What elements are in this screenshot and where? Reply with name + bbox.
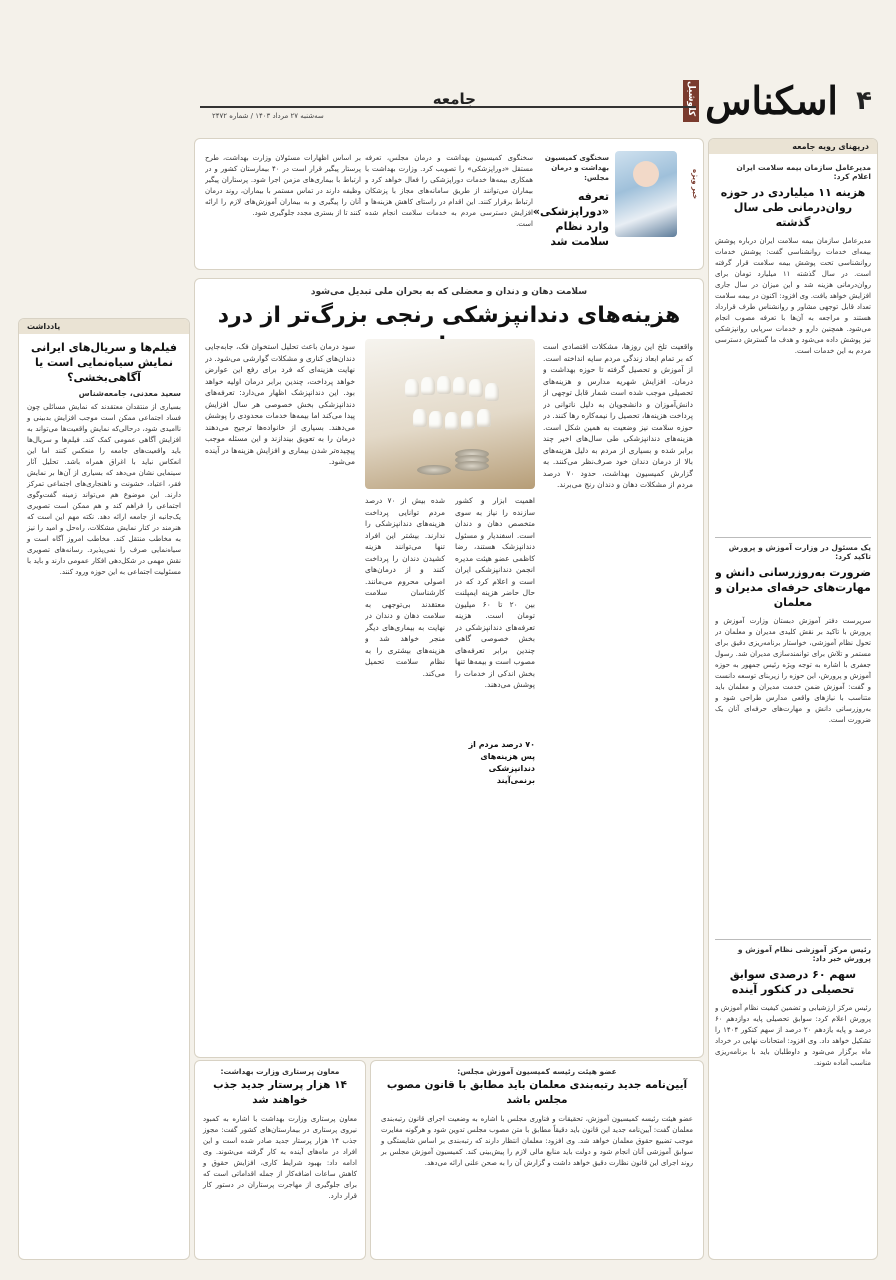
top-feature (194, 138, 704, 270)
divider (715, 537, 871, 538)
bottom-title[interactable]: ۱۴ هزار پرستار جدید جذب خواهند شد (213, 1079, 347, 1106)
brief-konkur (715, 945, 871, 1255)
divider (715, 939, 871, 940)
left-column (18, 318, 190, 1260)
nurse-photo (615, 151, 677, 237)
bottom-body: عضو هیئت رئیسه کمیسیون آموزش، تحقیقات و فناوری مجلس با اشاره به وضعیت اجرای قانون رتبه‌بندی معلمان گفت: آیین‌نامه جدید این قانون باید دقیقاً مطابق با متن مصوب مجلس تدوین شود و هرگونه مغایرت موجب تضییع حقوق معلمان خواهد شد. وی افزود: معلمان انتظار دارند که رتبه‌بندی بر اساس شایستگی و سوابق آموزشی آنان انجام شود و دولت باید منابع مالی لازم را پیش‌بینی کند. کمیسیون آموزش مجلس بر روند اجرای این قانون نظارت دقیق خواهد داشت و گزارش آن را به صحن علنی ارائه می‌دهد. (381, 1115, 693, 1167)
masthead (0, 0, 896, 123)
bottom-story-nurses (194, 1060, 366, 1260)
dateline: سه‌شنبه ۲۷ مرداد ۱۴۰۳ / شماره ۲۴۷۲ (212, 112, 324, 120)
main-col-3: شده بیش از ۷۰ درصد مردم توانایی پرداخت هزینه‌های دندانپزشکی را ندارند. بیشتر این افراد تنها می‌توانند هزینه کشیدن دندان را پرداخت کنند و از درمان‌های اصولی محروم می‌مانند. کارشناسان سلامت معتقدند بی‌توجهی به سلامت دهان و دندان در نهایت به بیماری‌های دیگر منجر خواهد شد و هزینه‌های بیشتری را به نظام سلامت تحمیل می‌کند. (365, 496, 445, 678)
top-feature-body-right: سخنگوی کمیسیون بهداشت و درمان مجلس، تعرفه مستقل «دوراپزشکی» را تصویب کرد. وزارت بهداشت با همکاری بیمه‌ها خدمات دوراپزشکی را فعال خواهد کرد و بیماران می‌توانند از طریق سامانه‌های مجاز با پزشکان ارتباط برقرار کنند. این اقدام در راستای کاهش هزینه‌ها و افزایش دسترسی مردم به خدمات سلامت انجام شده است. (365, 154, 533, 228)
right-column-kicker: درپهنای رویه جامعه (709, 139, 877, 154)
main-kicker: سلامت دهان و دندان و معضلی که به بحران ملی تبدیل می‌شود (310, 287, 588, 297)
top-feature-heading (532, 153, 609, 249)
page-body (18, 70, 878, 1260)
left-column-kicker: یادداشت (19, 319, 189, 334)
bottom-lead: معاون پرستاری وزارت بهداشت: (220, 1067, 340, 1076)
bottom-story-teachers (370, 1060, 704, 1260)
right-column (708, 138, 878, 1260)
main-col-4: سود درمان باعث تحلیل استخوان فک، جابه‌جایی دندان‌های کناری و مشکلات گوارشی می‌شود. در نهایت هزینه‌ای که فرد برای رفع این عوارض خواهد پرداخت، چندین برابر درمان اولیه خواهد بود. این دندانپزشک اظهار می‌دارد: تعرفه‌های دندانپزشکی بخش خصوصی هر سال افزایش پیدا می‌کند اما بیمه‌ها خدمات محدودی را پوشش می‌دهند. بسیاری از خانواده‌ها ترجیح می‌دهند درمان را به تعویق بیندازند و این مسئله موجب پیچیده‌تر شدن بیماری و افزایش هزینه‌ها در آینده می‌شود. (205, 342, 355, 466)
section-title: جامعه (432, 90, 476, 108)
brief-title[interactable]: هزینه ۱۱ میلیاردی در حوزه روان‌درمانی طی سال گذشته (720, 186, 866, 229)
brief-body: رئیس مرکز ارزشیابی و تضمین کیفیت نظام آموزش و پرورش اعلام کرد: سوابق تحصیلی پایه دوازدهم ۶۰ درصد و پایه یازدهم ۲۰ درصد از سهم کنکور ۱۴۰۴ را تشکیل خواهد داد. وی افزود: امتحانات نهایی در خرداد ماه برگزار می‌شود و داوطلبان باید با برنامه‌ریزی مناسب آماده شوند. (715, 1004, 871, 1067)
page-number: ۴ (856, 86, 872, 116)
top-feature-body-left: بر اساس اظهارات مسئولان وزارت بهداشت، طرح پرستار پیگیر قرار است در ۴۰ بیمارستان کشور و در ارتباط با بیماری‌های مزمن اجرا شود. پرستاران پیگیر وظیفه دارند در تماس مستمر با بیماران، روند درمان آنان را پیگیری و به بیماران آموزش‌های لازم را ارائه کنند تا از بستری مجدد جلوگیری شود. (205, 154, 361, 217)
bottom-lead: عضو هیئت رئیسه کمیسیون آموزش مجلس: (457, 1067, 617, 1076)
logo-text: اسکناس (705, 78, 838, 123)
brief-body: سرپرست دفتر آموزش دبستان وزارت آموزش و پرورش با تاکید بر نقش کلیدی مدیران و معلمان در تحول نظام آموزشی، خواستار برنامه‌ریزی دقیق برای مستمر و تلاش برای توانمندسازی مدیران شد. رسول جعفری با اشاره به توجه ویژه رئیس جمهور به حوزه آموزش و پرورش، این حوزه را زیربنای توسعه دانست و گفت: آموزش ضمن خدمت مدیران و معلمان باید متناسب با نیازهای واقعی مدارس طراحی شود و به‌روزرسانی دانش و مهارت‌های حرفه‌ای آنان یک ضرورت است. (715, 617, 871, 724)
opinion-author: سعید معدنی، جامعه‌شناس (78, 389, 181, 398)
dentures-money-image (365, 339, 535, 489)
main-col-1: واقعیت تلخ این روزها، مشکلات اقتصادی است که بر تمام ابعاد زندگی مردم سایه انداخته است. از آموزش و تحصیل گرفته تا حوزه بهداشت و درمان. افزایش شهریه مدارس و هزینه‌های تحصیلی موجب شده است شمار قابل توجهی از دانش‌آموزان و دانشجویان به دلیل ناتوانی در پرداخت هزینه‌ها، تحصیل را نیمه‌کاره رها کنند. در حوزه سلامت نیز وضعیت به همین شکل است. هزینه‌های دندانپزشکی طی سال‌های اخیر چند برابر شده و بسیاری از مردم به دلیل هزینه‌های بالا از درمان دندان خود صرف‌نظر می‌کنند. به گزارش کمیسیون بهداشت، حدود ۷۰ درصد مردم از مشکلات دهان و دندان رنج می‌برند. (543, 342, 693, 489)
pull-quote: ۷۰ درصد مردم از پس هزینه‌های دندانپزشکی برنمی‌آیند (468, 740, 535, 785)
main-col-2: اهمیت ابزار و کشور سازنده را نیاز به سوی متخصص دهان و دندان است. اسفندیار و مسئول دندانپزشک هستند، رضا کاظمی عضو هیئت مدیره انجمن دندانپزشکی ایران است و اعلام کرد که در حال حاضر هزینه ایمپلنت بین ۲۰ تا ۶۰ میلیون تومان است. هزینه تعرفه‌های دندانپزشکی در بخش خصوصی گاهی چندین برابر تعرفه‌های مصوب است و بیمه‌ها تنها بخش اندکی از خدمات را پوشش می‌دهند. (455, 496, 535, 689)
brief-title[interactable]: سهم ۶۰ درصدی سوابق تحصیلی در کنکور آینده (729, 968, 857, 996)
logo-tag: کلوشیل (683, 80, 699, 122)
brief-lead: رئیس مرکز آموزشی نظام آموزش و پرورش خبر داد: (737, 945, 871, 963)
brief-lead: مدیرعامل سازمان بیمه سلامت ایران اعلام کرد: (736, 163, 871, 181)
opinion-title[interactable]: فیلم‌ها و سریال‌های ایرانی نمایش سیاه‌نمایی است یا آگاهی‌بخشی؟ (31, 341, 177, 384)
bottom-body: معاون پرستاری وزارت بهداشت با اشاره به کمبود نیروی پرستاری در بیمارستان‌های کشور گفت: مجوز جذب ۱۴ هزار پرستار جدید صادر شده است و این افراد در ماه‌های آینده به کار گرفته می‌شوند. وی ادامه داد: بهبود شرایط کاری، افزایش حقوق و کاهش ساعات اضافه‌کار از جمله اقداماتی است که برای جلوگیری از مهاجرت پرستاران در دستور کار قرار دارد. (203, 1115, 357, 1200)
side-label: خبر ویژه (691, 169, 699, 200)
top-feature-title[interactable]: تعرفه «دوراپزشکی» وارد نظام سلامت شد (532, 190, 609, 248)
main-story (194, 278, 704, 1058)
opinion-body: بسیاری از منتقدان معتقدند که نمایش مسائلی چون فساد اجتماعی ممکن است موجب افزایش بدبینی و ناامیدی شود، درحالی‌که نمایش واقعیت‌ها می‌تواند به افزایش آگاهی عمومی کمک کند. فیلم‌ها و سریال‌ها باید واقعیت‌های جامعه را منعکس کنند اما این انعکاس نباید با اغراق همراه باشد. تحلیل آثار سینمایی نشان می‌دهد که بسیاری از آن‌ها بر نمایش فقر، اعتیاد، خشونت و ناهنجاری‌های اجتماعی تمرکز دارند. این موضوع هم می‌تواند زمینه گفت‌وگوی اجتماعی را فراهم کند و هم ممکن است تصویری یک‌جانبه از جامعه ارائه دهد. نکته مهم این است که هنرمند در کنار نمایش مشکلات، راه‌حل و امید را نیز به مخاطب منتقل کند. مخاطب امروز آگاه است و سیاه‌نمایی صرف را نمی‌پذیرد. رسانه‌های تصویری نقش مهمی در شکل‌دهی افکار عمومی دارند و باید با مسئولیت اجتماعی به این حوزه ورود کنند. (27, 403, 181, 576)
top-feature-kicker: سخنگوی کمیسیون بهداشت و درمان مجلس: (544, 154, 609, 182)
brief-psychotherapy (715, 163, 871, 533)
brief-title[interactable]: ضرورت به‌روزرسانی دانش و مهارت‌های حرفه‌ای مدیران و معلمان (715, 566, 871, 609)
brief-lead: یک مسئول در وزارت آموزش و پرورش تاکید کرد: (728, 543, 871, 561)
brief-body: مدیرعامل سازمان بیمه سلامت ایران درباره پوشش بیمه‌ای خدمات روانشناسی گفت: پوشش خدمات روانشناسی تحت پوشش بیمه سلامت قرار گرفته است. در سال گذشته ۱۱ میلیارد تومان برای روان‌درمانی هزینه شد و این میزان در سال جاری افزایش خواهد یافت. وی افزود: اکنون در بیمه سلامت تعداد قابل توجهی مشاور و روانشناس طرف قرارداد هستند و مراجعه به آن‌ها با تعرفه مصوب انجام می‌شود. همچنین دارو و خدمات سرپایی روانپزشکی نیز پوشش داده می‌شود و هدف ما گسترش دسترسی مردم به این خدمات است. (715, 237, 871, 355)
brief-teachers (715, 543, 871, 935)
main-headline[interactable]: هزینه‌های دندانپزشکی رنجی بزرگ‌تر از درد (217, 303, 681, 328)
bottom-title[interactable]: آیین‌نامه جدید رتبه‌بندی معلمان باید مطابق با قانون مصوب مجلس باشد (386, 1079, 688, 1106)
